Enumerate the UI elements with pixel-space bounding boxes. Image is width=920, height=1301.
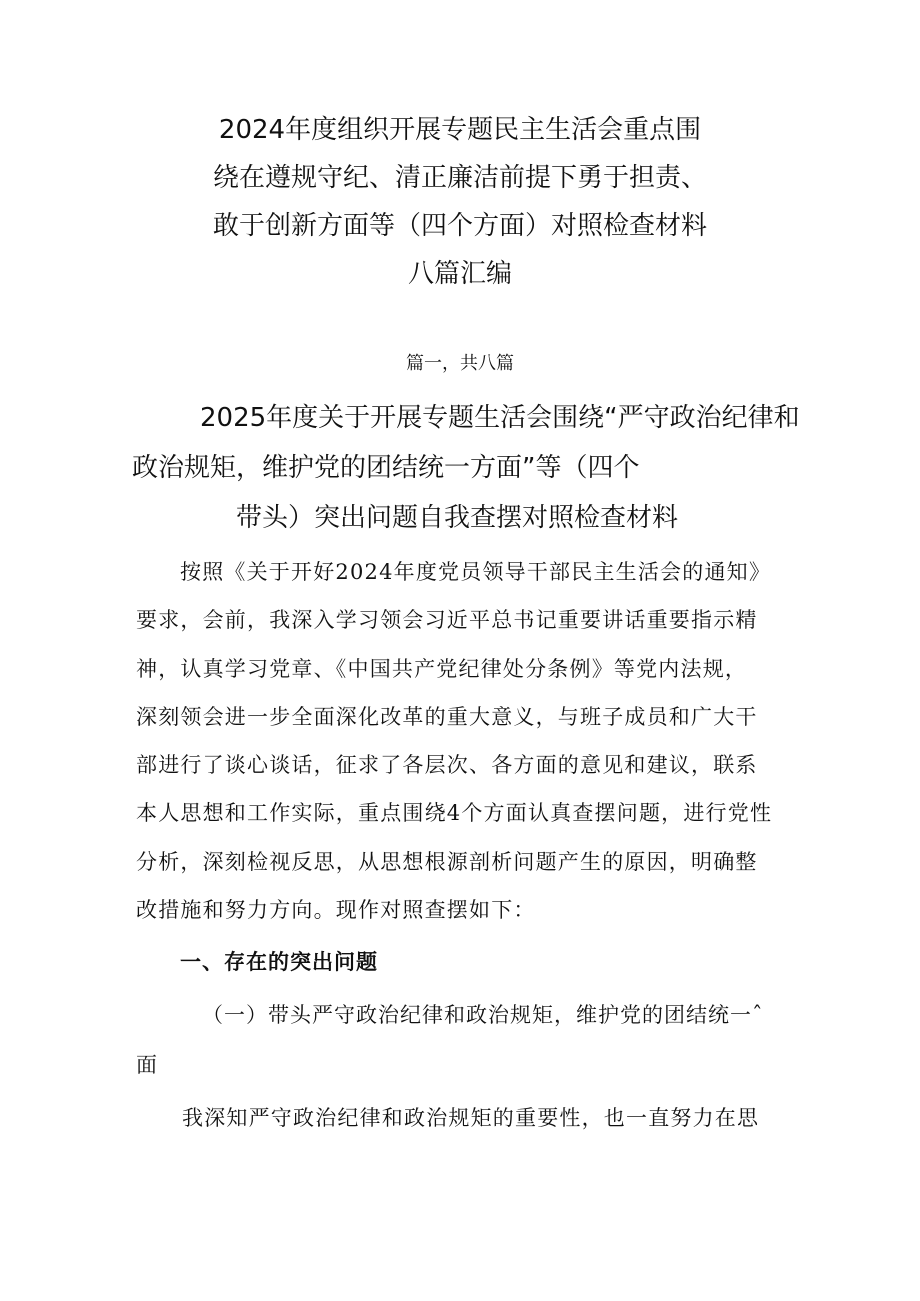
section-heading: 一、存在的突出问题: [180, 949, 378, 974]
paragraph-line: 深刻领会进一步全面深化改革的重大意义，与班子成员和广大干: [136, 704, 758, 729]
paragraph-line: 神，认真学习党章、《中国共产党纪律处分条例》等党内法规，: [136, 656, 748, 681]
paragraph-line: 要求，会前，我深入学习领会习近平总书记重要讲话重要指示精: [136, 608, 758, 633]
subsection-heading-line-2: 面: [136, 1053, 158, 1077]
paragraph-line: 按照《关于开好2024年度党员领导干部民主生活会的通知》: [180, 560, 772, 584]
paragraph-line: 改措施和努力方向。现作对照查摆如下：: [136, 898, 536, 923]
part-label: 篇一，共八篇: [406, 353, 514, 374]
main-title-line-2: 绕在遵规守纪、清正廉洁前提下勇于担责、: [212, 163, 707, 193]
sub-title: [132, 393, 812, 543]
paragraph-line: 本人思想和工作实际，重点围绕4个方面认真查摆问题，进行党性: [136, 801, 773, 826]
subsection-heading-line-1: （一）带头严守政治纪律和政治规矩，维护党的团结统一ˆ: [202, 1003, 764, 1027]
sub-title-line-1: 2025年度关于开展专题生活会围绕“严守政治纪律和: [200, 403, 800, 433]
sub-title-line-2: 政治规矩，维护党的团结统一方面”等（四个: [132, 453, 640, 483]
main-title-line-4: 八篇汇编: [407, 259, 512, 289]
paragraph-line: 分析，深刻检视反思，从思想根源剖析问题产生的原因，明确整: [136, 849, 758, 874]
paragraph-line: 部进行了谈心谈话，征求了各层次、各方面的意见和建议，联系: [136, 753, 758, 778]
sub-title-line-3: 带头）突出问题自我查摆对照检查材料: [236, 503, 679, 533]
main-title-line-1: 2024年度组织开展专题民主生活会重点围: [218, 115, 702, 145]
subsection-heading: [136, 990, 816, 1090]
main-title-line-3: 敢于创新方面等（四个方面）对照检查材料: [212, 211, 707, 241]
body-paragraph-start: 我深知严守政治纪律和政治规矩的重要性，也一直努力在思: [182, 1106, 760, 1130]
intro-paragraph: [136, 548, 796, 934]
main-title: [0, 106, 920, 298]
